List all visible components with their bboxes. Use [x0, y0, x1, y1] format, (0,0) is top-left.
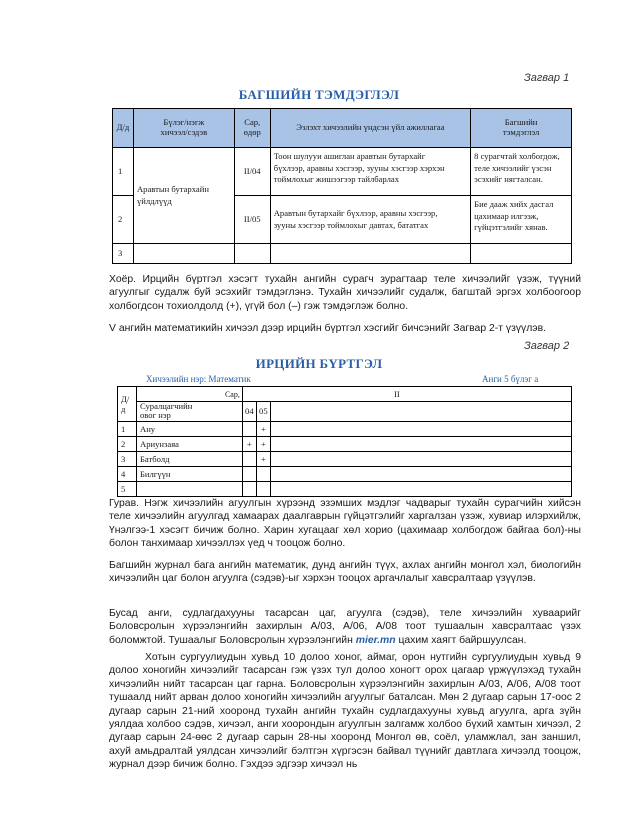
- mark-d2: +: [256, 436, 270, 451]
- mark-d2: +: [256, 451, 270, 466]
- row-date: II/04: [234, 148, 270, 196]
- student-name: Билгүүн: [136, 466, 242, 481]
- table-row: [118, 421, 572, 436]
- row-no: 1: [113, 148, 134, 196]
- attendance-table: [117, 386, 572, 497]
- row-activity: Тоон шулууи ашиглан аравтын бутархайг бүхлээр, аравны хэсгээр, зууны хэсгээр хэрхэн тоймлохыг жишээгээр тайлбарлах: [270, 148, 470, 196]
- sample-2-label: Загвар 2: [524, 340, 570, 352]
- paragraph-sample2-intro: V ангийн математикийн хичээл дээр ирцийн бүртгэл хэсгийг бичсэнийг Загвар 2-т үзүүлэв.: [109, 323, 547, 334]
- teacher-notes-table: [112, 108, 572, 264]
- mier-link[interactable]: mier.mn: [355, 634, 396, 646]
- student-name: Батболд: [136, 451, 242, 466]
- header-activity: Эзлэхт хичээлийн үндсэн үйл ажиллагаа: [270, 109, 470, 148]
- header-no: Д/д: [118, 387, 137, 422]
- table-header-row: [113, 109, 572, 148]
- paragraph-weeks: Хотын сургуулиудын хувьд 10 долоо хоног, аймаг, орон нутгийн сургуулиудын хувьд 9 долоо хоногийн хичээлийг тасарсан гэж үзэх тул долоо хоногт орох цагаар үржүүлэхэд тухайн хичээлийн нийт тасарсан цаг гарна. Боловсролын хүрээлэнгийн захирлын А/03, А/06, А/08 тоот тушаалд нийт арван долоо хоногийн хичээлийн агуулгыг баталсан. Мөн 2 дугаар сарын 17-оос 2 дугаар сарын 21-ний хооронд тухайн ангийн тухайн судлагдахууны хувьд агуулга, арга зүйн уялдаа холбоо сэдэв, хичээл, анги хоорондын агуулгын залгамж холбоо бүхий хамтын хичээл, 2 дугаар сарын 24-өөс 2 дугаар сарын 28-ны хооронд Монгол өв, соёл, уламжлал, зан заншил, ахуй амьдралтай уялдсан хичээлийг бэлтгэн хүргэсэн байвал түүнийг давтлага хичээлд тооцож, журнал дээр бичиж болно. Гэхдээ эдгээр хичээл нь: [109, 652, 581, 771]
- table-row: [118, 451, 572, 466]
- header-date: Сар, өдөр: [234, 109, 270, 148]
- mark-d2: +: [256, 421, 270, 436]
- day-05: 05: [256, 402, 270, 422]
- mark-d1: [242, 451, 256, 466]
- student-no: 1: [118, 421, 137, 436]
- table-row: [118, 466, 572, 481]
- mark-d1: +: [242, 436, 256, 451]
- header-topic: Бүлэг/нэгж хичээл/сэдэв: [133, 109, 234, 148]
- paragraph-assessment: Гурав. Нэгж хичээлийн агуулгын хүрээнд эзэмших мэдлэг чадварыг тухайн сурагчийн хийсэн теле хичээлийн агуулгад хамаарах даалгаврын гүйцэтгэлийг харгалзан үзэж, хувиар илэрхийлж, Үнэлгээ-1 хэсэгт бичиж болно. Харин хугацааг хөл хорио (цахимаар холбогдож байгаа бол)-ны болон танхимаар хичээллэх үед ч тооцож болно.: [109, 498, 581, 550]
- attendance-subheader-row: [118, 402, 572, 422]
- row-note: Бие дааж хийх дасгал цахимаар илгээж, гүйцэтгэлийг хянав.: [471, 196, 572, 244]
- header-no: Д/д: [113, 109, 134, 148]
- table-row: [118, 436, 572, 451]
- paragraph-attendance-intro: Хоёр. Ирцийн бүртгэл хэсэгт тухайн ангийн сурагч зурагтаар теле хичээлийг үзэж, түүний агуулгыг судалж буй эсэхийг тэмдэглэнэ. Тухайн хичээлийг судалж, багштай эргэх холбоогоор холбогдсон тохиолдолд (+), үгүй бол (–) гэж тэмдэглэж болно.: [109, 274, 581, 312]
- row-date: II/05: [234, 196, 270, 244]
- table-row: [113, 244, 572, 264]
- mark-d2: [256, 466, 270, 481]
- table-row: [118, 481, 572, 496]
- teacher-notes-title: БАГШИЙН ТЭМДЭГЛЭЛ: [238, 87, 400, 102]
- student-no: 3: [118, 451, 137, 466]
- paragraph-journal-methods: Багшийн журнал бага ангийн математик, дунд ангийн түүх, ахлах ангийн монгол хэл, биологийн хичээлийн цаг болон агуулга (сэдэв)-ыг хэрхэн тооцох аргачлалыг хавсралтаар үзүүлэв.: [109, 560, 581, 585]
- day-04: 04: [242, 402, 256, 422]
- mark-d1: [242, 421, 256, 436]
- header-note: Багшийн тэмдэглэл: [471, 109, 572, 148]
- paragraph-schedule: Бусад анги, судлагдахууны тасарсан цаг, агуулга (сэдэв), теле хичээлийн хуваарийг Боловсролын хүрээлэнгийн захирлын А/03, А/06, А/08 тоот тушаалын хавсралтаас үзэх боломжтой. Тушаалыг Боловсролын хүрээлэнгийн mier.mn цахим хаягт байршуулсан.: [109, 608, 581, 646]
- table-row: [113, 148, 572, 196]
- student-no: 4: [118, 466, 137, 481]
- header-student-name: Суралцагчийн овог нэр: [136, 402, 242, 422]
- row-activity: Аравтын бутархайг бүхлээр, аравны хэсгээр, зууны хэсгээр тоймлохыг давтах, бататгах: [270, 196, 470, 244]
- topic-cell: Аравтын бутархайн үйлдлүүд: [133, 148, 234, 244]
- row-no: 2: [113, 196, 134, 244]
- subject-name: Хичээлийн нэр: Математик: [146, 374, 251, 384]
- row-note: 8 сурагчтай холбогдож, теле хичээлийг үзсэн эсэхийг нягталсан.: [471, 148, 572, 196]
- attendance-header-row: [118, 387, 572, 402]
- student-name: Ариунзаяа: [136, 436, 242, 451]
- class-info: Анги 5 бүлэг а: [482, 374, 539, 384]
- student-no: 5: [118, 481, 137, 496]
- mark-d1: [242, 466, 256, 481]
- sample-1-label: Загвар 1: [524, 72, 570, 84]
- row-no: 3: [113, 244, 134, 264]
- student-name: [136, 481, 242, 496]
- month-roman: II: [242, 387, 571, 402]
- student-name: Ану: [136, 421, 242, 436]
- student-no: 2: [118, 436, 137, 451]
- header-month: Сар,: [136, 387, 242, 402]
- attendance-title: ИРЦИЙН БҮРТГЭЛ: [255, 356, 383, 371]
